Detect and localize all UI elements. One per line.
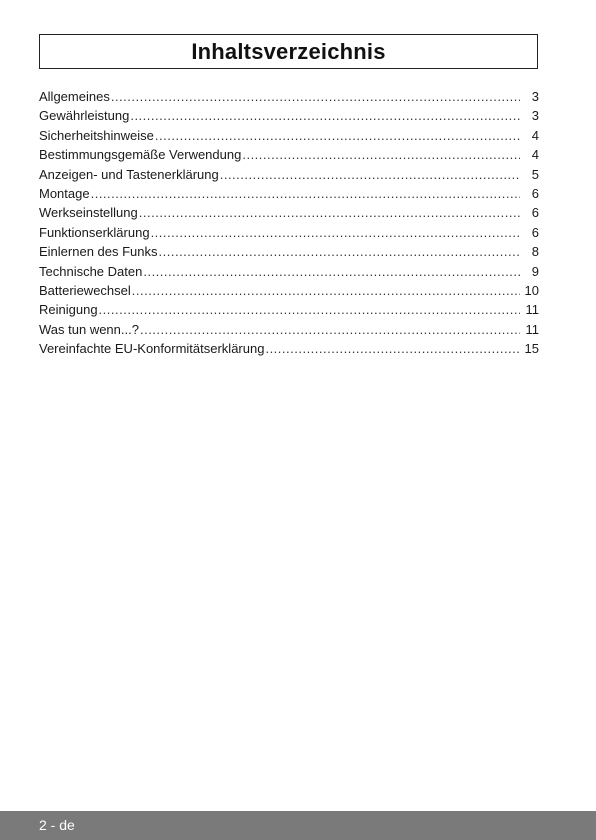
toc-entry-anzeigen-tastenerklaerung[interactable]	[39, 165, 539, 184]
page-footer	[0, 811, 596, 840]
toc-leader-dots	[111, 87, 520, 106]
toc-entry-label: Allgemeines	[39, 89, 110, 104]
toc-leader-dots	[159, 242, 520, 261]
toc-entry-label: Anzeigen- und Tastenerklärung	[39, 166, 219, 182]
toc-entry-montage[interactable]	[39, 184, 539, 203]
toc-entry-label: Einlernen des Funks	[39, 244, 158, 260]
toc-leader-dots	[265, 339, 520, 358]
toc-entry-sicherheitshinweise[interactable]	[39, 126, 539, 145]
toc-leader-dots	[99, 300, 520, 319]
toc-leader-dots	[132, 281, 520, 300]
toc-entry-gewaehrleistung[interactable]	[39, 106, 539, 125]
toc-entry-page: 6	[531, 185, 539, 201]
toc-entry-label: Werkseinstellung	[39, 205, 138, 221]
toc-entry-batteriewechsel[interactable]	[39, 281, 539, 300]
toc-leader-dots	[155, 126, 520, 145]
page-number-label: 2 - de	[39, 817, 75, 833]
toc-entry-page: 11	[525, 302, 539, 318]
toc-entry-werkseinstellung[interactable]	[39, 203, 539, 222]
toc-entry-label: Montage	[39, 185, 90, 201]
toc-leader-dots	[130, 106, 520, 125]
toc-entry-label: Reinigung	[39, 302, 98, 318]
toc-entry-was-tun-wenn[interactable]	[39, 320, 539, 339]
toc-entry-label: Batteriewechsel	[39, 282, 131, 298]
toc-entry-funktionserklaerung[interactable]	[39, 223, 539, 242]
toc-entry-page: 15	[524, 341, 539, 357]
toc-entry-page: 3	[531, 89, 539, 104]
toc-leader-dots	[91, 184, 520, 203]
toc-entry-allgemeines[interactable]	[39, 87, 539, 106]
toc-entry-page: 10	[524, 282, 539, 298]
toc-entry-reinigung[interactable]	[39, 300, 539, 319]
toc-entry-label: Bestimmungsgemäße Verwendung	[39, 147, 242, 163]
toc-entry-label: Was tun wenn...?	[39, 321, 139, 337]
toc-entry-page: 11	[525, 321, 539, 337]
toc-leader-dots	[143, 262, 520, 281]
toc-entry-page: 4	[531, 147, 539, 163]
toc-entry-page: 6	[531, 224, 539, 240]
toc-entry-label: Gewährleistung	[39, 108, 130, 124]
toc-leader-dots	[151, 223, 520, 242]
table-of-contents	[39, 87, 539, 358]
toc-entry-label: Vereinfachte EU-Konformitätserklärung	[39, 341, 265, 357]
toc-entry-page: 5	[531, 166, 539, 182]
page-title: Inhaltsverzeichnis	[191, 38, 386, 64]
toc-entry-einlernen-des-funks[interactable]	[39, 242, 539, 261]
toc-entry-label: Funktionserklärung	[39, 224, 150, 240]
toc-entry-eu-konformitaetserklaerung[interactable]	[39, 339, 539, 358]
toc-entry-page: 8	[531, 244, 539, 260]
toc-entry-page: 3	[531, 108, 539, 124]
toc-entry-page: 4	[531, 127, 539, 143]
toc-entry-label: Sicherheitshinweise	[39, 127, 154, 143]
toc-entry-bestimmungsgemaesse-verwendung[interactable]	[39, 145, 539, 164]
toc-leader-dots	[220, 165, 520, 184]
toc-entry-page: 6	[531, 205, 539, 221]
toc-leader-dots	[140, 320, 520, 339]
toc-leader-dots	[139, 203, 520, 222]
toc-entry-page: 9	[531, 263, 539, 279]
toc-entry-technische-daten[interactable]	[39, 262, 539, 281]
toc-entry-label: Technische Daten	[39, 263, 143, 279]
title-box	[39, 34, 538, 69]
toc-leader-dots	[242, 145, 520, 164]
